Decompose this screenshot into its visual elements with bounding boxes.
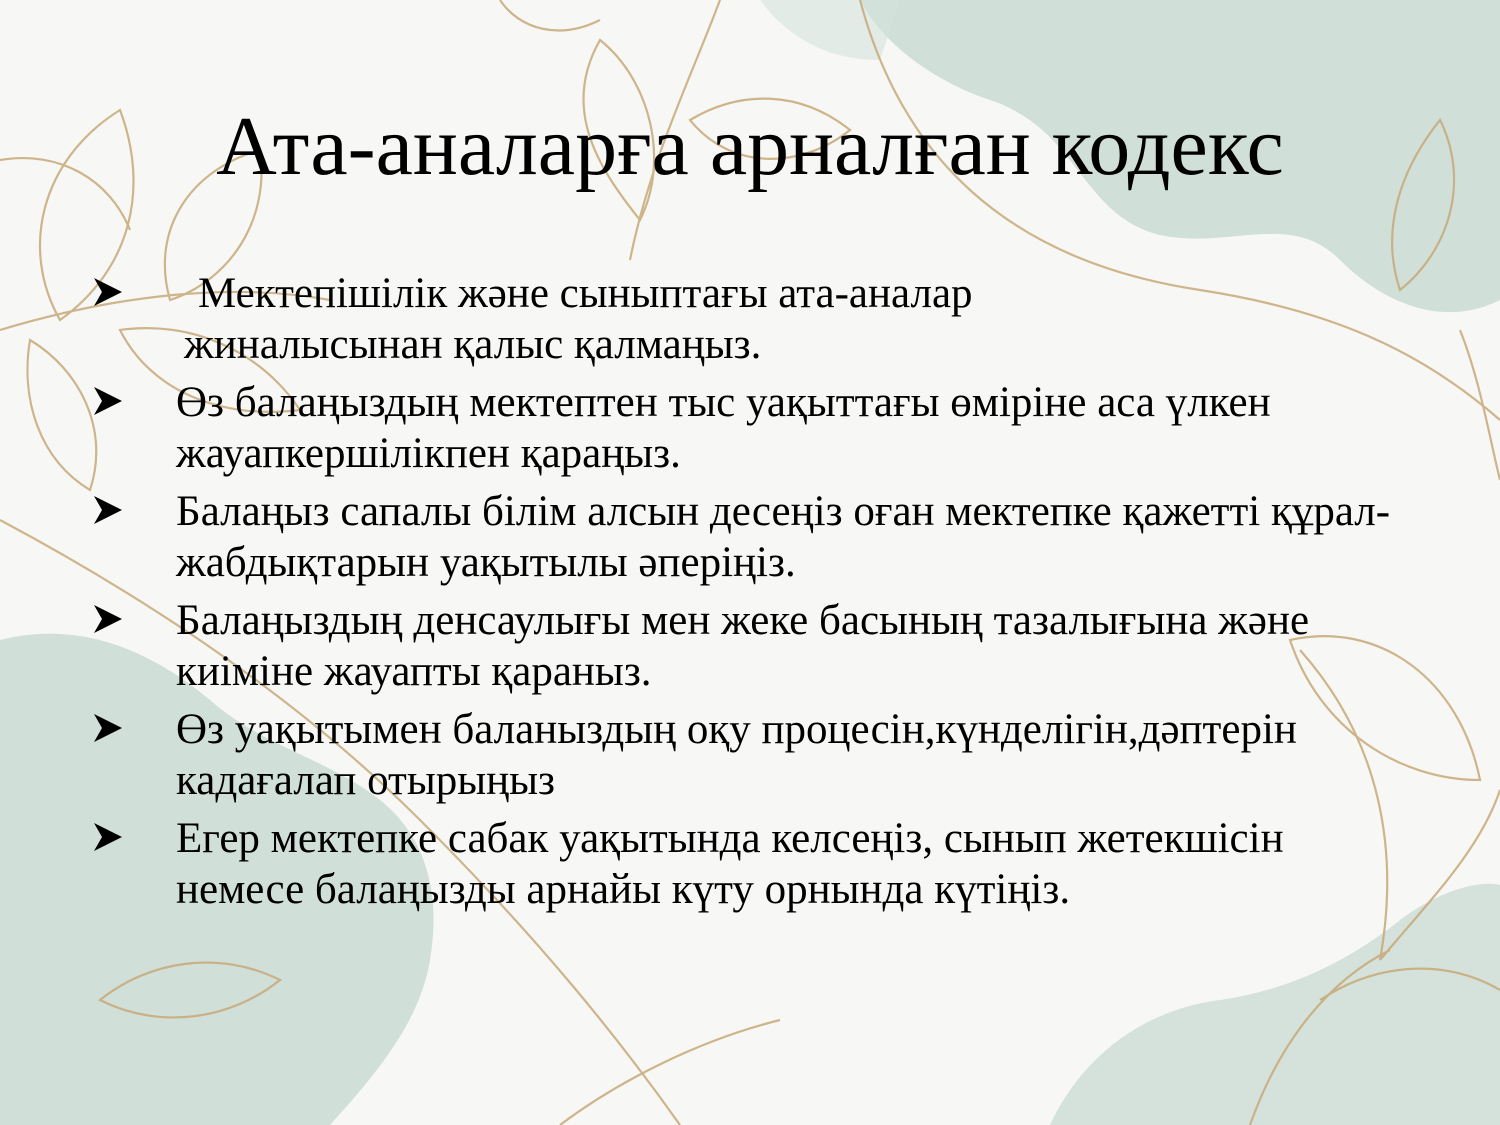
list-item — [90, 813, 1410, 915]
bullet-text: Өз уақытымен баланыздың оқу процесін,күнделігін,дәптерін кадағалап отырыңыз — [176, 706, 1297, 804]
bullet-text: Өз балаңыздың мектептен тыс уақыттағы өміріне аса үлкен жауапкершілікпен қараңыз. — [176, 379, 1271, 477]
leaf-outline-7 — [28, 340, 97, 490]
bullet-text: Балаңыз сапалы білім алсын десеңіз оған мектепке қажетті құрал-жабдықтарын уақытылы әперіңіз. — [176, 488, 1391, 586]
arrowhead-bullet-icon — [90, 710, 126, 746]
leaf-outline-15 — [1460, 330, 1500, 480]
arrowhead-bullet-icon — [90, 492, 126, 528]
bullet-text-line-1: Мектепішілік және сыныптағы ата-аналар — [198, 270, 973, 317]
list-item — [90, 268, 1410, 370]
slide-title: Ата-аналарға арналған кодекс — [216, 100, 1284, 193]
top-blob-left — [760, 0, 900, 60]
bullet-text: Балаңыздың денсаулығы мен жеке басының тазалығына және киіміне жауапты қараныз. — [176, 597, 1310, 695]
arrowhead-bullet-icon — [90, 383, 126, 419]
bullet-list — [90, 268, 1410, 922]
bullet-text-line-2: жиналысынан қалыс қалмаңыз. — [184, 321, 762, 368]
bullet-text: Егер мектепке сабак уақытында келсеңіз, сынып жетекшісін немесе балаңызды арнайы күту орнында күтіңіз. — [176, 815, 1284, 913]
bullet-text — [176, 268, 1410, 370]
list-item — [90, 377, 1410, 479]
list-item — [90, 595, 1410, 697]
leaf-outline-3 — [500, 0, 600, 30]
arrowhead-bullet-icon — [90, 601, 126, 637]
arrowhead-bullet-icon — [90, 274, 126, 310]
list-item — [90, 486, 1410, 588]
list-item — [90, 704, 1410, 806]
arrowhead-bullet-icon — [90, 819, 126, 855]
